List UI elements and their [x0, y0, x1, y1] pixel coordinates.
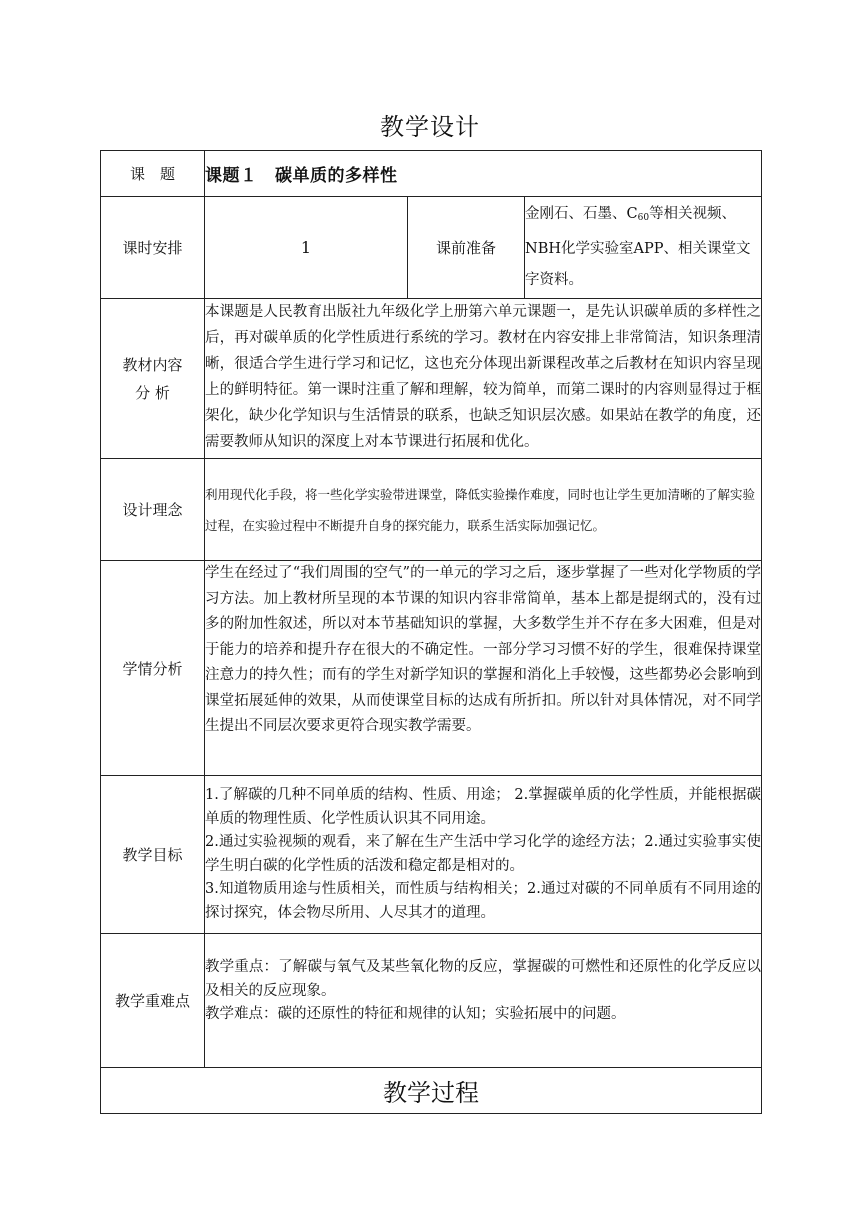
prep-label: 课前准备 [408, 197, 525, 299]
students-row [101, 561, 762, 776]
concept-text: 利用现代化手段，将一些化学实验带进课堂，降低实验操作难度，同时也让学生更加清晰的了解实验过程，在实验过程中不断提升自身的探究能力，联系生活实际加强记忆。 [205, 459, 762, 561]
goal-item-3: 3.知道物质用途与性质相关，而性质与结构相关；2.通过对碳的不同单质有不同用途的探讨探究，体会物尽所用、人尽其才的道理。 [205, 881, 761, 921]
keypoints-row [101, 934, 762, 1068]
material-label-line1: 教材内容 [122, 355, 183, 374]
process-heading: 教学过程 [101, 1068, 762, 1114]
schedule-label: 课时安排 [101, 197, 205, 299]
topic-value: 课题１ 碳单质的多样性 [205, 151, 762, 197]
topic-row [101, 151, 762, 197]
goal-item-1: 1.了解碳的几种不同单质的结构、性质、用途； 2.掌握碳单质的化学性质，并能根据碳单质的物理性质、化学性质认识其不同用途。 [205, 787, 761, 827]
keypoints-difficulty: 教学难点：碳的还原性的特征和规律的认知；实验拓展中的问题。 [205, 1006, 626, 1022]
keypoints-label: 教学重难点 [101, 934, 205, 1068]
material-label-line2: 分 析 [135, 383, 170, 402]
prep-materials-part2: 等相关视频、NBH化学实验室APP、相关课堂文字资料。 [525, 206, 751, 288]
goal-item-2: 2.通过实验视频的观看，来了解在生产生活中学习化学的途经方法；2.通过实验事实使学生明白碳的化学性质的活泼和稳定都是相对的。 [205, 834, 761, 874]
document-title: 教学设计 [380, 113, 480, 141]
schedule-hours: 1 [205, 197, 408, 299]
prep-materials-subscript: 60 [637, 213, 650, 223]
concept-row [101, 459, 762, 561]
lesson-plan-table [100, 150, 762, 1114]
keypoints-focus: 教学重点：了解碳与氧气及某些氧化物的反应，掌握碳的可燃性和还原性的化学反应以及相关的反应现象。 [205, 959, 761, 999]
goals-label: 教学目标 [101, 776, 205, 934]
material-analysis-text: 本课题是人民教育出版社九年级化学上册第六单元课题一，是先认识碳单质的多样性之后，再对碳单质的化学性质进行系统的学习。教材在内容安排上非常简洁，知识条理清晰，很适合学生进行学习和记忆，这也充分体现出新课程改革之后教材在知识内容呈现上的鲜明特征。第一课时注重了解和理解，较为简单，而第二课时的内容则显得过于框架化，缺少化学知识与生活情景的联系，也缺乏知识层次感。如果站在教学的角度，还需要教师从知识的深度上对本节课进行拓展和优化。 [205, 299, 762, 459]
prep-materials [525, 197, 762, 299]
material-label [101, 299, 205, 459]
prep-materials-part1: 金刚石、石墨、C [525, 206, 638, 222]
topic-label: 课 题 [101, 151, 205, 197]
process-row [101, 1068, 762, 1114]
keypoints-content [205, 934, 762, 1068]
goals-list [205, 776, 762, 934]
schedule-row [101, 197, 762, 299]
students-analysis-text: 学生在经过了“我们周围的空气”的一单元的学习之后，逐步掌握了一些对化学物质的学习方法。加上教材所呈现的本节课的知识内容非常简单，基本上都是提纲式的，没有过多的附加性叙述，所以对本节基础知识的掌握，大多数学生并不存在多大困难，但是对于能力的培养和提升存在很大的不确定性。一部分学习习惯不好的学生，很难保持课堂注意力的持久性；而有的学生对新学知识的掌握和消化上手较慢，这些都势必会影响到课堂拓展延伸的效果，从而使课堂目标的达成有所折扣。所以针对具体情况，对不同学生提出不同层次要求更符合现实教学需要。 [205, 561, 762, 776]
material-row [101, 299, 762, 459]
goals-row [101, 776, 762, 934]
concept-label: 设计理念 [101, 459, 205, 561]
students-label: 学情分析 [101, 561, 205, 776]
